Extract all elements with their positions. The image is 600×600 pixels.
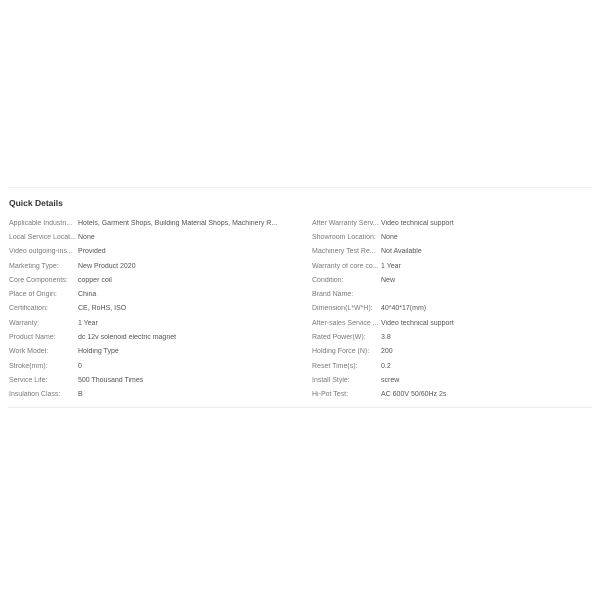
- detail-label: Certification:: [9, 305, 48, 313]
- detail-row: [312, 216, 581, 230]
- detail-label: Video outgoing-ins...: [9, 248, 73, 256]
- top-divider: [8, 187, 592, 188]
- detail-label: Marketing Type:: [9, 262, 59, 270]
- detail-value: CE, RoHS, ISO: [78, 305, 127, 313]
- detail-row: [312, 302, 581, 316]
- detail-value: 3.8: [381, 334, 391, 342]
- detail-label: After Warranty Serv...: [312, 219, 379, 227]
- detail-row: [9, 373, 288, 387]
- detail-label: Install Style:: [312, 376, 350, 384]
- detail-label: Warranty:: [9, 319, 40, 327]
- detail-value: New: [381, 276, 396, 284]
- detail-row: [9, 345, 288, 359]
- detail-value: dc 12v solenoid electric magnet: [78, 334, 177, 342]
- detail-row: [312, 259, 581, 273]
- detail-label: Showroom Location:: [312, 233, 376, 241]
- detail-label: After-sales Service ...: [312, 319, 379, 327]
- detail-label: Holding Force (N):: [312, 348, 370, 356]
- detail-label: Condition:: [312, 276, 344, 284]
- detail-row: [312, 245, 581, 259]
- detail-value: copper coil: [78, 276, 112, 284]
- section-title: Quick Details: [9, 198, 63, 208]
- detail-label: Place of Origin:: [9, 291, 57, 299]
- detail-row: [312, 287, 581, 301]
- detail-row: [9, 273, 288, 287]
- detail-value: 40*40*17(mm): [381, 305, 427, 313]
- detail-value: 1 Year: [381, 262, 401, 270]
- detail-value: Not Available: [381, 248, 422, 256]
- detail-row: [312, 345, 581, 359]
- detail-label: Rated Power(W):: [312, 334, 366, 342]
- detail-value: None: [381, 233, 398, 241]
- detail-label: Hi-Pot Test:: [312, 391, 349, 399]
- detail-label: Service Life:: [9, 376, 48, 384]
- detail-label: Local Service Locat...: [9, 233, 76, 241]
- detail-value: None: [78, 233, 95, 241]
- detail-value: Video technical support: [381, 319, 454, 327]
- detail-label: Applicable Industri...: [9, 219, 73, 227]
- details-left-column: [9, 216, 288, 402]
- detail-value: 500 Thousand Times: [78, 376, 144, 384]
- detail-label: Core Components:: [9, 276, 68, 284]
- detail-row: [312, 373, 581, 387]
- detail-row: [312, 273, 581, 287]
- detail-value: 0.2: [381, 362, 391, 370]
- detail-label: Brand Name:: [312, 291, 354, 299]
- detail-value: Video technical support: [381, 219, 454, 227]
- detail-row: [9, 330, 288, 344]
- detail-label: Reset Time(s):: [312, 362, 358, 370]
- detail-label: Product Name:: [9, 334, 56, 342]
- detail-row: [9, 287, 288, 301]
- detail-row: [312, 359, 581, 373]
- detail-value: 1 Year: [78, 319, 98, 327]
- detail-row: [9, 230, 288, 244]
- detail-row: [9, 302, 288, 316]
- detail-row: [9, 245, 288, 259]
- detail-value: Hotels, Garment Shops, Building Material Shops, Machinery R...: [78, 219, 278, 227]
- detail-value: AC 600V 50/60Hz 2s: [381, 391, 447, 399]
- detail-row: [312, 388, 581, 402]
- detail-row: [9, 259, 288, 273]
- detail-label: Machinery Test Re...: [312, 248, 376, 256]
- bottom-divider: [8, 407, 592, 408]
- detail-row: [312, 330, 581, 344]
- detail-value: China: [78, 291, 97, 299]
- detail-label: Insulation Class:: [9, 391, 61, 399]
- detail-label: Dimension(L*W*H):: [312, 305, 373, 313]
- detail-value: 200: [381, 348, 393, 356]
- detail-row: [312, 316, 581, 330]
- detail-value: Holding Type: [78, 348, 119, 356]
- detail-value: screw: [381, 376, 400, 384]
- detail-value: 0: [78, 362, 82, 370]
- detail-row: [9, 359, 288, 373]
- detail-row: [9, 316, 288, 330]
- detail-row: [9, 216, 288, 230]
- detail-row: [312, 230, 581, 244]
- detail-label: Stroke(mm):: [9, 362, 48, 370]
- detail-value: Provided: [78, 248, 106, 256]
- details-right-column: [312, 216, 581, 402]
- detail-value: B: [78, 391, 83, 399]
- detail-value: New Product 2020: [78, 262, 136, 270]
- detail-row: [9, 388, 288, 402]
- detail-label: Warranty of core co...: [312, 262, 379, 270]
- detail-label: Work Model:: [9, 348, 49, 356]
